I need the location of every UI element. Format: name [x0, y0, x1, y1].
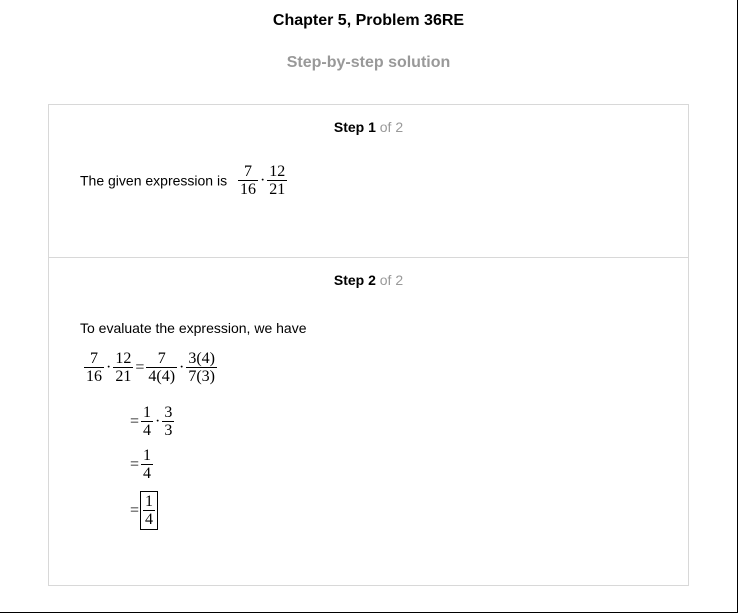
- fraction: [186, 350, 217, 385]
- numerator: 7: [84, 350, 104, 368]
- multiply-dot: ·: [259, 171, 266, 189]
- fraction: [141, 404, 153, 439]
- numerator: 3(4): [188, 350, 215, 367]
- fraction: [141, 447, 153, 482]
- page-title: Chapter 5, Problem 36RE: [272, 12, 465, 29]
- equation-line-3: [129, 447, 154, 482]
- denominator: 21: [269, 181, 286, 198]
- numerator: 12: [115, 350, 132, 367]
- step-2-heading: [49, 272, 688, 288]
- multiply-dot: ·: [106, 358, 112, 376]
- denominator: 21: [115, 368, 132, 385]
- fraction: [162, 404, 174, 439]
- numerator: 1: [145, 493, 154, 510]
- step-1: [49, 105, 688, 258]
- numerator: 1: [143, 404, 152, 421]
- solution-subtitle: Step-by-step solution: [286, 54, 451, 71]
- numerator: 1: [143, 447, 152, 464]
- equation-line-1: [83, 350, 218, 385]
- numerator: 3: [164, 404, 173, 421]
- denominator: 3: [164, 422, 173, 439]
- step-1-count: of 2: [379, 119, 404, 135]
- step-2-label: Step 2: [333, 272, 376, 288]
- step-1-expression: [237, 163, 288, 198]
- numerator: 7: [146, 350, 177, 368]
- numerator: 7: [238, 163, 258, 181]
- step-2: [49, 258, 688, 585]
- final-answer-box: [140, 491, 158, 530]
- numerator: 12: [269, 163, 286, 180]
- step-1-body: [80, 163, 288, 198]
- denominator: 4: [143, 465, 152, 482]
- equals-sign: =: [130, 501, 140, 519]
- fraction: [146, 350, 177, 385]
- equation-line-4: [129, 491, 158, 530]
- equals-sign: =: [135, 358, 145, 376]
- fraction: [84, 350, 104, 385]
- fraction: [113, 350, 133, 385]
- denominator: 4(4): [148, 368, 176, 385]
- denominator: 4: [143, 422, 152, 439]
- equation-line-2: [129, 404, 175, 439]
- step-1-text: The given expression is: [80, 172, 228, 189]
- step-2-count: of 2: [379, 272, 404, 288]
- equals-sign: =: [130, 412, 140, 430]
- step-1-heading: [49, 119, 688, 135]
- multiply-dot: ·: [155, 412, 161, 430]
- step-2-text: To evaluate the expression, we have: [80, 320, 307, 336]
- fraction: [143, 493, 155, 528]
- fraction: [267, 163, 287, 198]
- denominator: 16: [239, 181, 256, 198]
- denominator: 16: [86, 368, 102, 385]
- denominator: 7(3): [188, 368, 215, 385]
- solution-card: [48, 104, 689, 586]
- denominator: 4: [145, 511, 154, 528]
- fraction: [238, 163, 258, 198]
- equals-sign: =: [130, 455, 140, 473]
- multiply-dot: ·: [179, 358, 185, 376]
- step-1-label: Step 1: [333, 119, 376, 135]
